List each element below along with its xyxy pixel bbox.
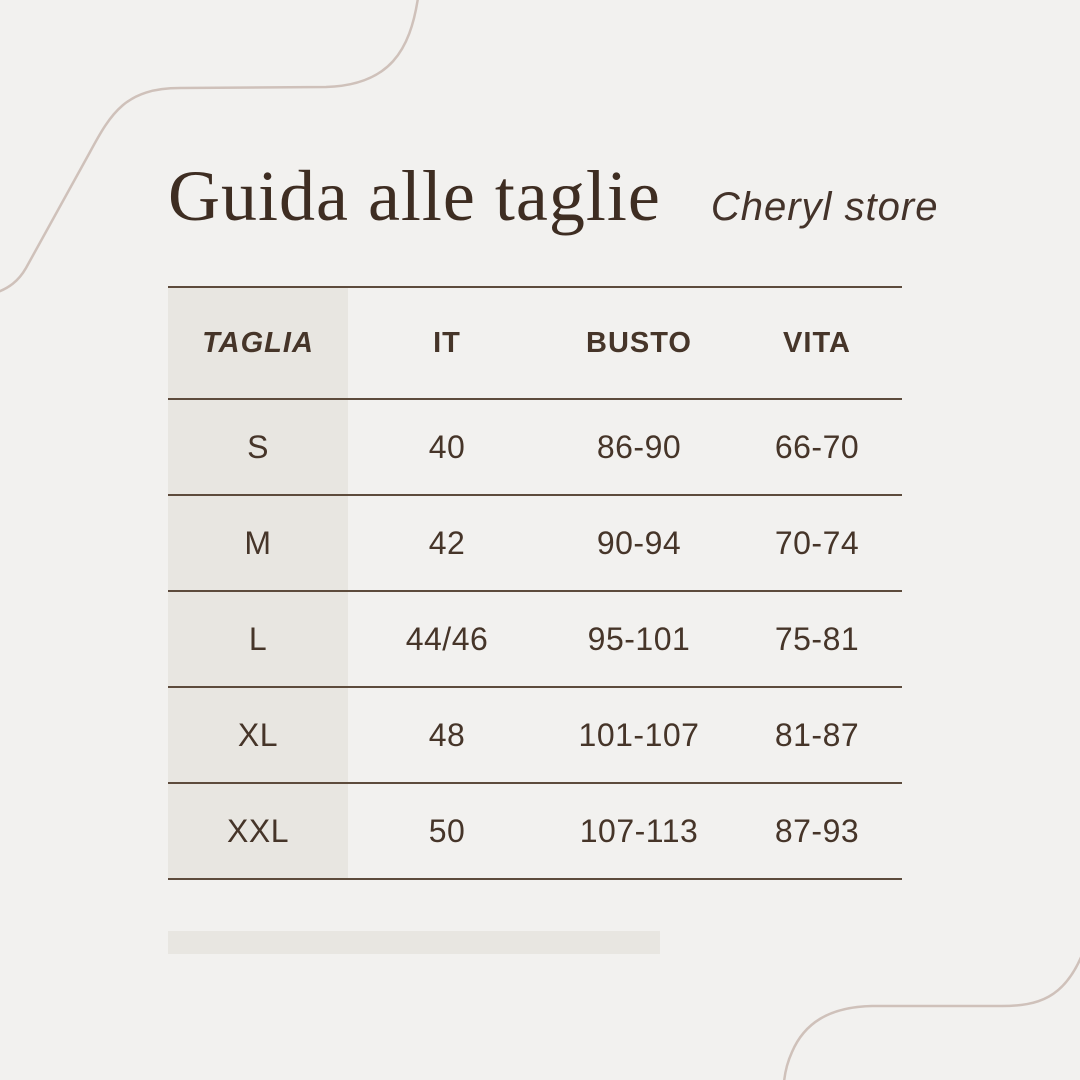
cell-taglia: XXL [168,784,348,878]
decorative-curve-bottom-right [784,955,1080,1080]
header [168,150,1008,244]
cell-vita: 70-74 [774,524,860,561]
cell-vita: 75-81 [774,620,860,657]
cell-it: 40 [428,428,466,465]
table-row-xxl [168,784,902,880]
cell-vita: 66-70 [774,428,860,465]
cell-busto: 86-90 [596,428,682,465]
cell-busto: 107-113 [579,812,699,849]
cell-it: 44/46 [405,620,489,657]
cell-taglia: XL [168,688,348,782]
table-header-row [168,288,902,400]
cell-vita: 81-87 [774,716,860,753]
table-row-m [168,496,902,592]
column-header-vita: VITA [783,326,851,359]
accent-bar [168,931,660,954]
table-row-s [168,400,902,496]
cell-it: 42 [428,524,466,561]
cell-taglia: M [168,496,348,590]
column-header-taglia: TAGLIA [168,288,348,398]
cell-busto: 90-94 [596,524,682,561]
cell-it: 50 [428,812,466,849]
column-header-it: IT [433,326,461,359]
table-row-xl [168,688,902,784]
cell-taglia: L [168,592,348,686]
decorative-curve-top-left [0,0,418,292]
size-table [168,286,902,880]
cell-busto: 95-101 [587,620,691,657]
cell-busto: 101-107 [578,716,700,753]
page-title: Guida alle taglie [168,156,661,236]
brand-name: Cheryl store [710,185,939,229]
cell-taglia: S [168,400,348,494]
column-header-busto: BUSTO [586,326,692,359]
table-row-l [168,592,902,688]
cell-it: 48 [428,716,466,753]
cell-vita: 87-93 [774,812,860,849]
